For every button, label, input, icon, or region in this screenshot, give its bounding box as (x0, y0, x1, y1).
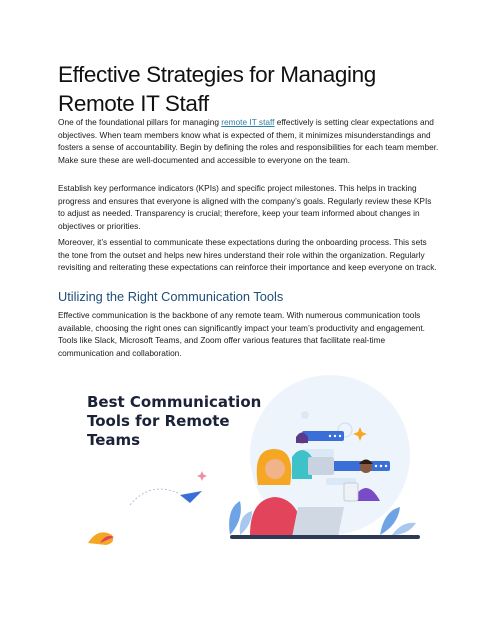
desk-icon (230, 535, 420, 539)
communication-tools-illustration (80, 375, 430, 555)
chat-bubble-icon (302, 431, 344, 441)
laptop-icon (308, 457, 334, 475)
flight-path-icon (130, 489, 178, 505)
illustration-heading-line: Teams (87, 431, 141, 449)
paragraph-1 (58, 116, 440, 166)
paper-plane-icon (180, 491, 202, 503)
person-head-icon (265, 459, 285, 479)
section-heading: Utilizing the Right Communication Tools (58, 289, 284, 304)
paragraph-4: Effective communication is the backbone of any remote team. With numerous communication tools available, choosing the right ones can significantly impact your team’s productivity and engagement. Tools like Slack, Microsoft Teams, and Zoom offer various features that facilitate real-time communication and collaboration. (58, 310, 425, 358)
paragraph-1-rest: effectively is setting clear expectations and objectives. When team members know what is expected of them, it minimizes misunderstandings and fosters a sense of accountability. Begin by defining the roles and responsibilities for each team member. Make sure these are well-documented and accessible to everyone on the team. (58, 117, 439, 165)
sparkle-icon (197, 471, 207, 481)
illustration-heading (87, 393, 287, 450)
paragraph-2: Establish key performance indicators (KPIs) and specific project milestones. This helps in tracking progress and ensures that everyone is aligned with the company’s goals. Regularly review these KPIs to adjust as needed. Transparency is crucial; therefore, keep your team informed about changes in objectives or priorities. (58, 183, 432, 231)
laptop-icon (292, 507, 344, 537)
leaf-icon (229, 501, 241, 535)
tablet-icon (344, 483, 358, 501)
illustration-heading-line: Best Communication (87, 393, 262, 411)
deco-dot-icon (301, 411, 309, 419)
remote-it-staff-link[interactable]: remote IT staff (221, 117, 275, 127)
paragraph-1-intro: One of the foundational pillars for managing (58, 117, 222, 127)
article-title: Effective Strategies for Managing Remote IT Staff (58, 62, 376, 116)
leaf-icon (392, 523, 416, 535)
paragraph-3: Moreover, it’s essential to communicate these expectations during the onboarding process. This sets the tone from the outset and helps new hires understand their role within the organization. Regularly revisiting and reiterating these expectations can reinforce their importance and keep everyone on track. (58, 237, 437, 273)
illustration-heading-line: Tools for Remote (87, 412, 230, 430)
